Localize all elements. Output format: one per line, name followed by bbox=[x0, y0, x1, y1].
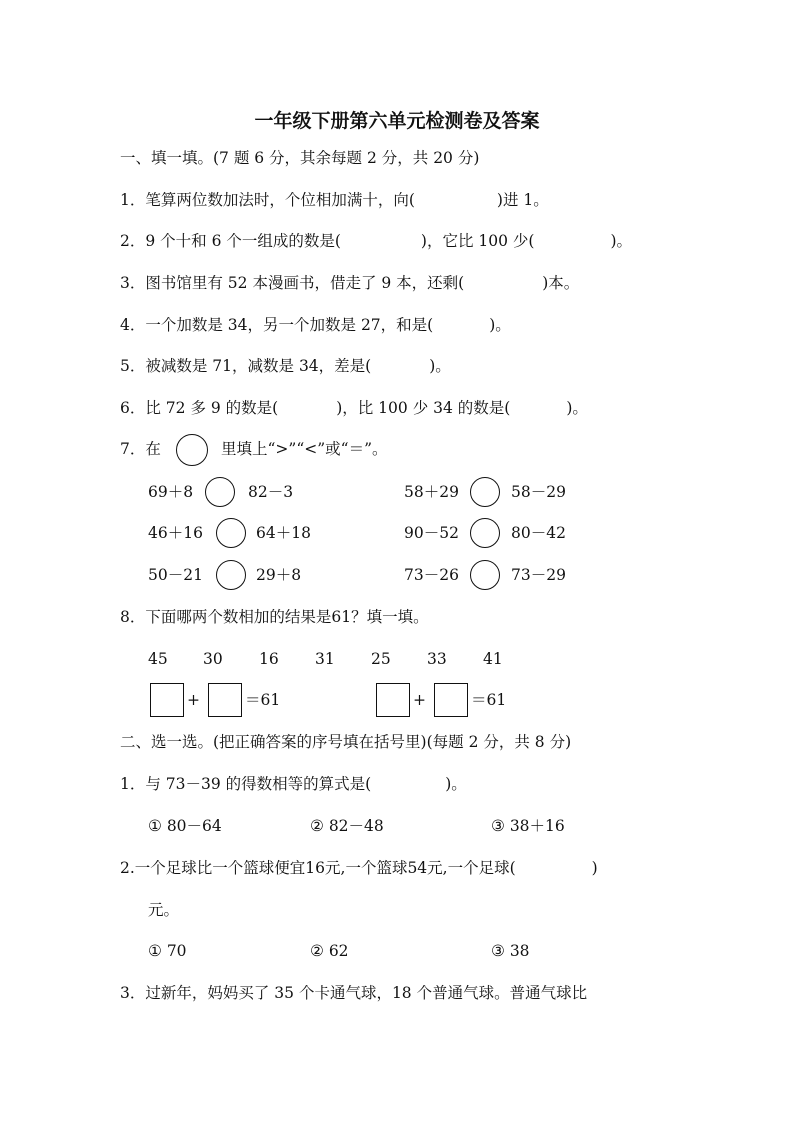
compare-expr: 50－21 bbox=[148, 566, 203, 584]
compare-expr: 73－26 bbox=[404, 566, 459, 584]
compare-circle[interactable] bbox=[470, 518, 500, 548]
compare-expr: 58－29 bbox=[511, 483, 566, 501]
question-1-5 bbox=[120, 355, 451, 377]
q1-post: )进 1。 bbox=[496, 191, 549, 209]
q4-post: )。 bbox=[489, 316, 511, 334]
question-1-8: 8．下面哪两个数相加的结果是61？填一填。 bbox=[120, 608, 429, 626]
candidate-number: 31 bbox=[315, 650, 335, 668]
candidate-number: 33 bbox=[427, 650, 447, 668]
option: ③ 38＋16 bbox=[491, 817, 565, 835]
candidate-number: 30 bbox=[203, 650, 223, 668]
section1-heading: 一、填一填。(7 题 6 分，其余每题 2 分，共 20 分) bbox=[120, 149, 480, 167]
s2q2-cont: 元。 bbox=[148, 901, 180, 919]
q6-mid: )，比 100 少 34 的数是( bbox=[336, 399, 511, 417]
q1-pre: 1．笔算两位数加法时，个位相加满十，向( bbox=[120, 191, 415, 209]
candidate-number: 41 bbox=[483, 650, 503, 668]
compare-circle[interactable] bbox=[205, 477, 235, 507]
compare-expr: 90－52 bbox=[404, 524, 459, 542]
compare-expr: 29＋8 bbox=[256, 566, 302, 584]
answer-box[interactable] bbox=[150, 683, 184, 717]
compare-expr: 46＋16 bbox=[148, 524, 203, 542]
s2q1-pre: 1．与 73－39 的得数相等的算式是( bbox=[120, 775, 372, 793]
answer-box[interactable] bbox=[434, 683, 468, 717]
question-1-1 bbox=[120, 189, 549, 211]
section2-heading: 二、选一选。(把正确答案的序号填在括号里)(每题 2 分，共 8 分) bbox=[120, 733, 572, 751]
compare-expr: 80－42 bbox=[511, 524, 566, 542]
page-title: 一年级下册第六单元检测卷及答案 bbox=[254, 110, 540, 132]
compare-expr: 69＋8 bbox=[148, 483, 194, 501]
q7-post: 里填上“>”“<”或“＝”。 bbox=[221, 440, 388, 458]
candidate-number: 16 bbox=[259, 650, 279, 668]
option: ① 80－64 bbox=[148, 817, 222, 835]
compare-expr: 73－29 bbox=[511, 566, 566, 584]
question-2-2 bbox=[120, 857, 598, 879]
question-1-4 bbox=[120, 314, 511, 336]
question-2-3: 3．过新年，妈妈买了 35 个卡通气球，18 个普通气球。普通气球比 bbox=[120, 984, 588, 1002]
q3-pre: 3．图书馆里有 52 本漫画书，借走了 9 本，还剩( bbox=[120, 274, 465, 292]
compare-expr: 64＋18 bbox=[256, 524, 311, 542]
compare-circle[interactable] bbox=[216, 560, 246, 590]
s2q2-post: ) bbox=[591, 859, 598, 877]
plus-sign: + bbox=[187, 691, 200, 709]
compare-expr: 58＋29 bbox=[404, 483, 459, 501]
option: ③ 38 bbox=[491, 942, 530, 960]
answer-box[interactable] bbox=[208, 683, 242, 717]
equals-61: ＝61 bbox=[245, 691, 281, 709]
q6-post: )。 bbox=[566, 399, 588, 417]
question-1-2 bbox=[120, 230, 632, 252]
compare-circle[interactable] bbox=[470, 477, 500, 507]
q5-post: )。 bbox=[429, 357, 451, 375]
q2-mid: )，它比 100 少( bbox=[420, 232, 535, 250]
question-2-1 bbox=[120, 773, 467, 795]
option: ① 70 bbox=[148, 942, 187, 960]
option: ② 82－48 bbox=[310, 817, 384, 835]
question-1-6 bbox=[120, 397, 588, 419]
q7-pre: 7．在 bbox=[120, 440, 161, 458]
q6-pre: 6．比 72 多 9 的数是( bbox=[120, 399, 279, 417]
q2-pre: 2．9 个十和 6 个一组成的数是( bbox=[120, 232, 341, 250]
candidate-number: 25 bbox=[371, 650, 391, 668]
q3-post: )本。 bbox=[542, 274, 580, 292]
answer-box[interactable] bbox=[376, 683, 410, 717]
option: ② 62 bbox=[310, 942, 349, 960]
candidate-number: 45 bbox=[148, 650, 168, 668]
compare-circle[interactable] bbox=[470, 560, 500, 590]
q5-pre: 5．被减数是 71，减数是 34，差是( bbox=[120, 357, 372, 375]
equals-61: ＝61 bbox=[471, 691, 507, 709]
s2q2-pre: 2.一个足球比一个篮球便宜16元,一个篮球54元,一个足球( bbox=[120, 859, 516, 877]
q2-post: )。 bbox=[610, 232, 633, 250]
question-1-3 bbox=[120, 272, 579, 294]
s2q1-post: )。 bbox=[445, 775, 467, 793]
plus-sign: + bbox=[413, 691, 426, 709]
compare-circle[interactable] bbox=[216, 518, 246, 548]
example-circle bbox=[176, 434, 208, 466]
compare-expr: 82－3 bbox=[248, 483, 294, 501]
q4-pre: 4．一个加数是 34，另一个加数是 27，和是( bbox=[120, 316, 434, 334]
